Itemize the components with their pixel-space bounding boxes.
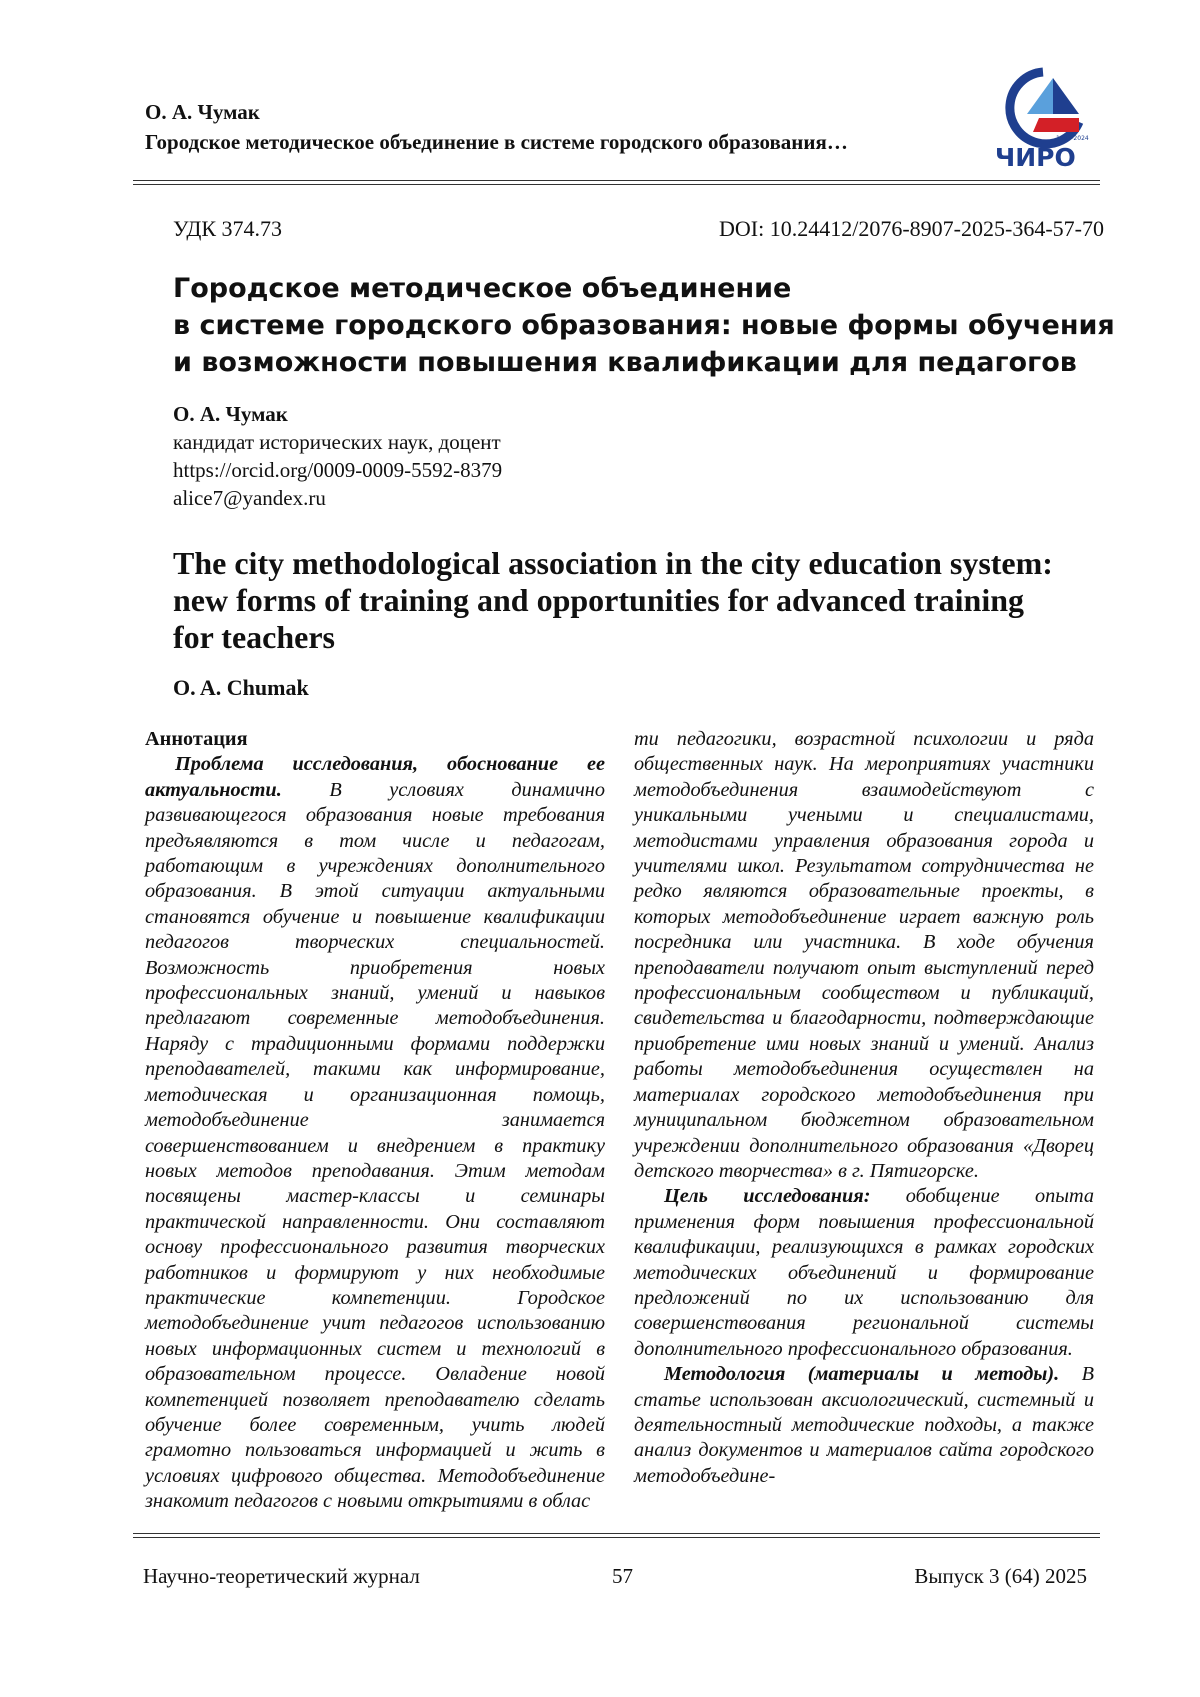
- running-header-title: Городское методическое объединение в системе городского образования…: [145, 130, 848, 155]
- abstract-p3-lead: Методология (материалы и методы).: [664, 1363, 1059, 1385]
- footer-issue: Выпуск 3 (64) 2025: [914, 1564, 1087, 1589]
- header-rule: [133, 180, 1100, 181]
- title-ru-line: и возможности повышения квалификации для педагогов: [173, 344, 1073, 381]
- author-name-en: O. A. Chumak: [173, 675, 309, 701]
- udk-code: УДК 374.73: [173, 216, 282, 242]
- abstract-paragraph: [145, 752, 605, 1514]
- abstract-p3-text: В статье использован аксиологический, системный и деятельностный методические подходы, а также анализ документов и материалов сайта городского методобъедине-: [634, 1363, 1094, 1487]
- author-info-ru: [173, 400, 502, 512]
- abstract-left-column: [145, 727, 605, 1515]
- article-title-ru: [173, 270, 1073, 381]
- title-en-line: new forms of training and opportunities for advanced training: [173, 582, 1093, 619]
- author-degree: кандидат исторических наук, доцент: [173, 428, 502, 456]
- abstract-p2-text: обобщение опыта применения форм повышения профессиональной квалификации, реализующихся в рамках городских методических объединений и формирование предложений по их использованию для совершенствования региональной системы дополнительного профессионального образования.: [634, 1185, 1094, 1359]
- footer-page-number: 57: [612, 1564, 633, 1589]
- footer-rule-thin: [133, 1537, 1100, 1538]
- footer-rule: [133, 1533, 1100, 1534]
- abstract-p1-text: В условиях динамично развивающегося образования новые требования предъявляются в том числе и педагогам, работающим в учреждениях дополнительного образования. В этой ситуации актуальными становятся обучение и повышение квалификации педагогов творческих специальностей. Возможность приобретения новых профессиональных знаний, умений и навыков предлагают современные методобъединения. Наряду с традиционными формами поддержки преподавателей, такими как информирование, методическая и организационная помощь, методобъединение занимается совершенствованием и внедрением в практику новых методов преподавания. Этим методам посвящены мастер-классы и семинары практической направленности. Они составляют основу профессионального развития творческих работников и формируют у них необходимые практические компетенции. Городское методобъединение учит педагогов использованию новых информационных систем и технологий в образовательном процессе. Овладение новой компетенцией позволяет преподавателю сделать обучение более современным, учить людей грамотно пользоваться информацией и жить в условиях цифрового общества. Методобъединение знакомит педагогов с новыми открытиями в облас: [145, 779, 605, 1512]
- article-title-en: [173, 545, 1093, 656]
- author-orcid[interactable]: https://orcid.org/0009-0009-5592-8379: [173, 456, 502, 484]
- author-email[interactable]: alice7@yandex.ru: [173, 484, 502, 512]
- abstract-p1-cont: ти педагогики, возрастной психологии и ряда общественных наук. На мероприятиях участники методобъединения взаимодействуют с уникальными учеными и специалистами, методистами управления образования города и учителями школ. Результатом сотрудничества не редко являются образовательные проекты, в которых методобъединение играет важную роль посредника или участника. В ходе обучения преподаватели получают опыт выступлений перед профессиональным сообществом и публикаций, свидетельства и благодарности, подтверждающие приобретение ими новых знаний и умений. Анализ работы методобъединения осуществлен на материалах городского методобъединения при муниципальном бюджетном образовательном учреждении дополнительного образования «Дворец детского творчества» в г. Пятигорске.: [634, 727, 1094, 1184]
- doi: DOI: 10.24412/2076-8907-2025-364-57-70: [719, 216, 1104, 242]
- footer-journal: Научно-теоретический журнал: [143, 1564, 420, 1589]
- chiro-logo: [993, 64, 1093, 174]
- abstract-right-column: [634, 727, 1094, 1489]
- header-rule-thin: [133, 184, 1100, 185]
- abstract-heading: Аннотация: [145, 727, 605, 752]
- chiro-logo-icon: [993, 64, 1093, 174]
- logo-text: ЧИРО: [995, 143, 1076, 172]
- logo-small-text: 1987-2024: [1056, 135, 1089, 142]
- abstract-p2-lead: Цель исследования:: [664, 1185, 870, 1207]
- abstract-paragraph: [634, 727, 1094, 1489]
- title-en-line: The city methodological association in the city education system:: [173, 545, 1093, 582]
- title-ru-line: Городское методическое объединение: [173, 270, 1073, 307]
- title-en-line: for teachers: [173, 619, 1093, 656]
- title-ru-line: в системе городского образования: новые формы обучения: [173, 307, 1073, 344]
- running-header-author: О. А. Чумак: [145, 100, 260, 125]
- abstract-p1-lead: Проблема исследования, обоснование ее актуальности.: [145, 753, 605, 800]
- author-name-ru: О. А. Чумак: [173, 400, 502, 428]
